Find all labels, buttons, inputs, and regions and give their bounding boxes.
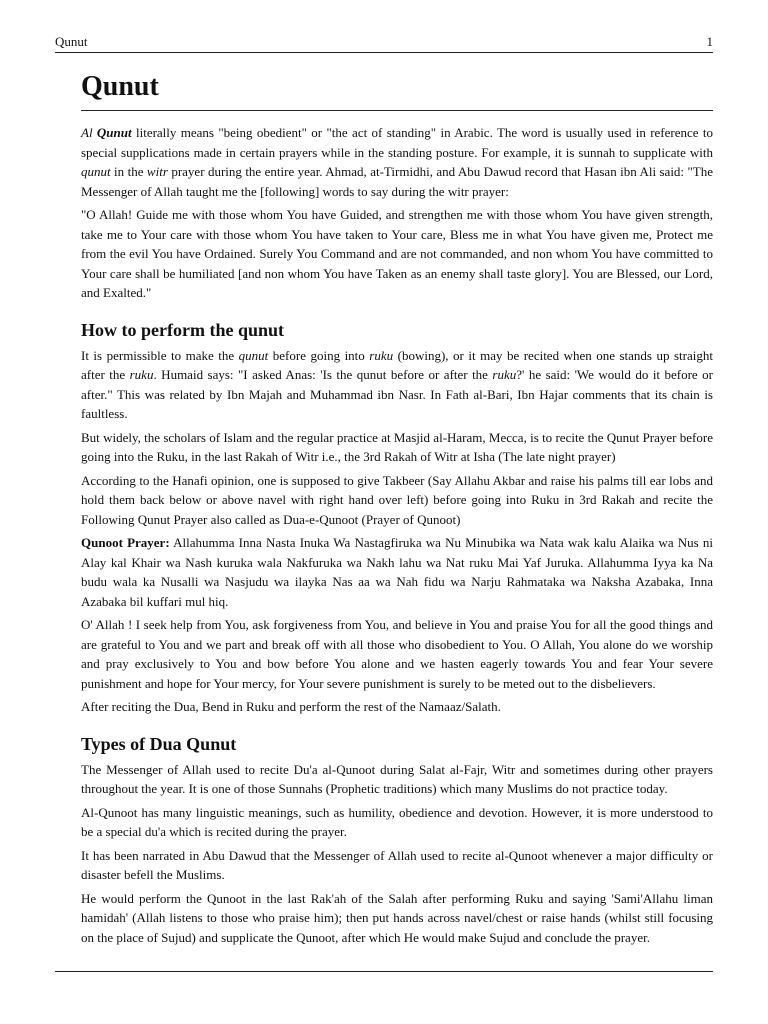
how-term-ruku-2: ruku <box>129 367 154 382</box>
how-text-2: before going into <box>268 347 370 363</box>
page-number: 1 <box>706 34 713 49</box>
intro-term-witr: witr <box>146 164 168 179</box>
qunoot-prayer-text: Allahumma Inna Nasta Inuka Wa Nastagfiruka wa Nu Minubika wa Nata wak kalu Alaika wa Nus ni Alay kal Khair wa Nash kuruka wala Nakfuruka wa Nakh lahu wa Nat ruku Mai Yaf Juruka. Allahumma Iyya ka Na budu wala ka Nusalli wa Nasjudu wa ilayka Nas aa wa Nah fidu wa Narju Rahmataka wa Naksha Azabaka, Inna Azabaka bil kuffari mul hiq. <box>81 535 714 609</box>
how-paragraph-3: According to the Hanafi opinion, one is supposed to give Takbeer (Say Allahu Akbar and raise his palms till ear lobs and hold them back below or above navel with right hand over left) before going into Ruku in 3rd Rakah and recite the Following Qunut Prayer also called as Dua-e-Qunoot (Prayer of Qunoot) <box>81 472 713 527</box>
intro-term-qunut-2: qunut <box>81 164 111 179</box>
how-paragraph-5: O' Allah ! I seek help from You, ask forgiveness from You, and believe in You and praise You for all the good things and are grateful to You and we part and break off with all those who disobedient to You. O Allah, You alone do we worship and pray exclusively to You and bow before You alone and we hasten eagerly towards You and fear Your severe punishment and hope for Your mercy, for Your severe punishment is surely to be meted out to the disbelievers. <box>81 617 713 691</box>
page-title: Qunut <box>81 70 713 111</box>
types-paragraph-1: The Messenger of Allah used to recite Du'a al-Qunoot during Salat al-Fajr, Witr and sometimes during other prayers throughout the year. It is one of those Sunnahs (Prophetic traditions) which many Muslims do not practice today. <box>81 761 713 796</box>
how-paragraph-1 <box>81 346 713 424</box>
types-paragraph-4: He would perform the Qunoot in the last Rak'ah of the Salah after performing Ruku and saying 'Sami'Allahu liman hamidah' (Allah listens to those who praise him); then put hands across navel/chest or raise hands (whilst still focusing on the place of Sujud) and supplicate the Qunoot, after which He would make Sujud and conclude the prayer. <box>81 890 713 945</box>
how-paragraph-2: But widely, the scholars of Islam and the regular practice at Masjid al-Haram, Mecca, is to recite the Qunut Prayer before going into the Ruku, in the last Rakah of Witr i.e., the 3rd Rakah of Witr at Isha (The late night prayer) <box>81 429 713 464</box>
how-text-1: It is permissible to make the <box>81 347 239 363</box>
section-heading-types: Types of Dua Qunut <box>81 733 237 754</box>
qunoot-prayer-label: Qunoot Prayer: <box>81 535 170 550</box>
how-term-ruku-3: ruku <box>492 367 517 382</box>
how-text-5: ?' he said: 'We would do it before or after." This was related by Ibn Majah and Muhammad ibn Nasr. In Fath al-Bari, Ibn Hajar comments that its chain is faultless. <box>81 367 713 421</box>
types-paragraph-2: Al-Qunoot has many linguistic meanings, such as humility, obedience and devotion. However, it is more understood to be a special du'a which is recited during the prayer. <box>81 804 713 839</box>
intro-term-qunut: Qunut <box>96 125 132 140</box>
article-body <box>81 70 713 951</box>
intro-text-1: literally means "being obedient" or "the act of standing" in Arabic. The word is usually used in reference to special supplications made in certain prayers while in the standing posture. For example, it is sunnah to supplicate with <box>81 125 714 160</box>
how-term-qunut: qunut <box>238 347 269 363</box>
how-text-3: (bowing), or it may be recited when one stands up straight after the <box>81 347 713 382</box>
types-paragraph-3: It has been narrated in Abu Dawud that the Messenger of Allah used to recite al-Qunoot whenever a major difficulty or disaster befell the Muslims. <box>81 847 713 882</box>
intro-paragraph-1 <box>81 123 713 201</box>
how-paragraph-6: After reciting the Dua, Bend in Ruku and perform the rest of the Namaaz/Salath. <box>81 699 501 714</box>
how-paragraph-4 <box>81 533 713 611</box>
intro-text-2: in the <box>110 164 147 179</box>
section-heading-how: How to perform the qunut <box>81 319 284 340</box>
how-term-ruku-1: ruku <box>369 347 394 363</box>
running-header <box>55 34 713 53</box>
intro-text-3: prayer during the entire year. Ahmad, at-Tirmidhi, and Abu Dawud record that Hasan ibn Ali said: "The Messenger of Allah taught me the [following] words to say during the witr prayer: <box>81 164 713 199</box>
how-text-4: . Humaid says: "I asked Anas: 'Is the qunut before or after the <box>153 367 493 382</box>
footer-rule <box>55 971 713 972</box>
intro-text-al: Al <box>81 125 97 140</box>
intro-paragraph-2: "O Allah! Guide me with those whom You have Guided, and strengthen me with those whom You have given strength, take me to Your care with those whom You have taken to Your care, Bless me in what You have given me, Protect me from the evil You have Ordained. Surely You Command and are not commanded, and non whom You have committed to Your care shall be humiliated [and non whom You have Taken as an enemy shall taste glory]. You are Blessed, our Lord, and Exalted." <box>81 207 713 300</box>
running-header-title: Qunut <box>55 34 88 49</box>
